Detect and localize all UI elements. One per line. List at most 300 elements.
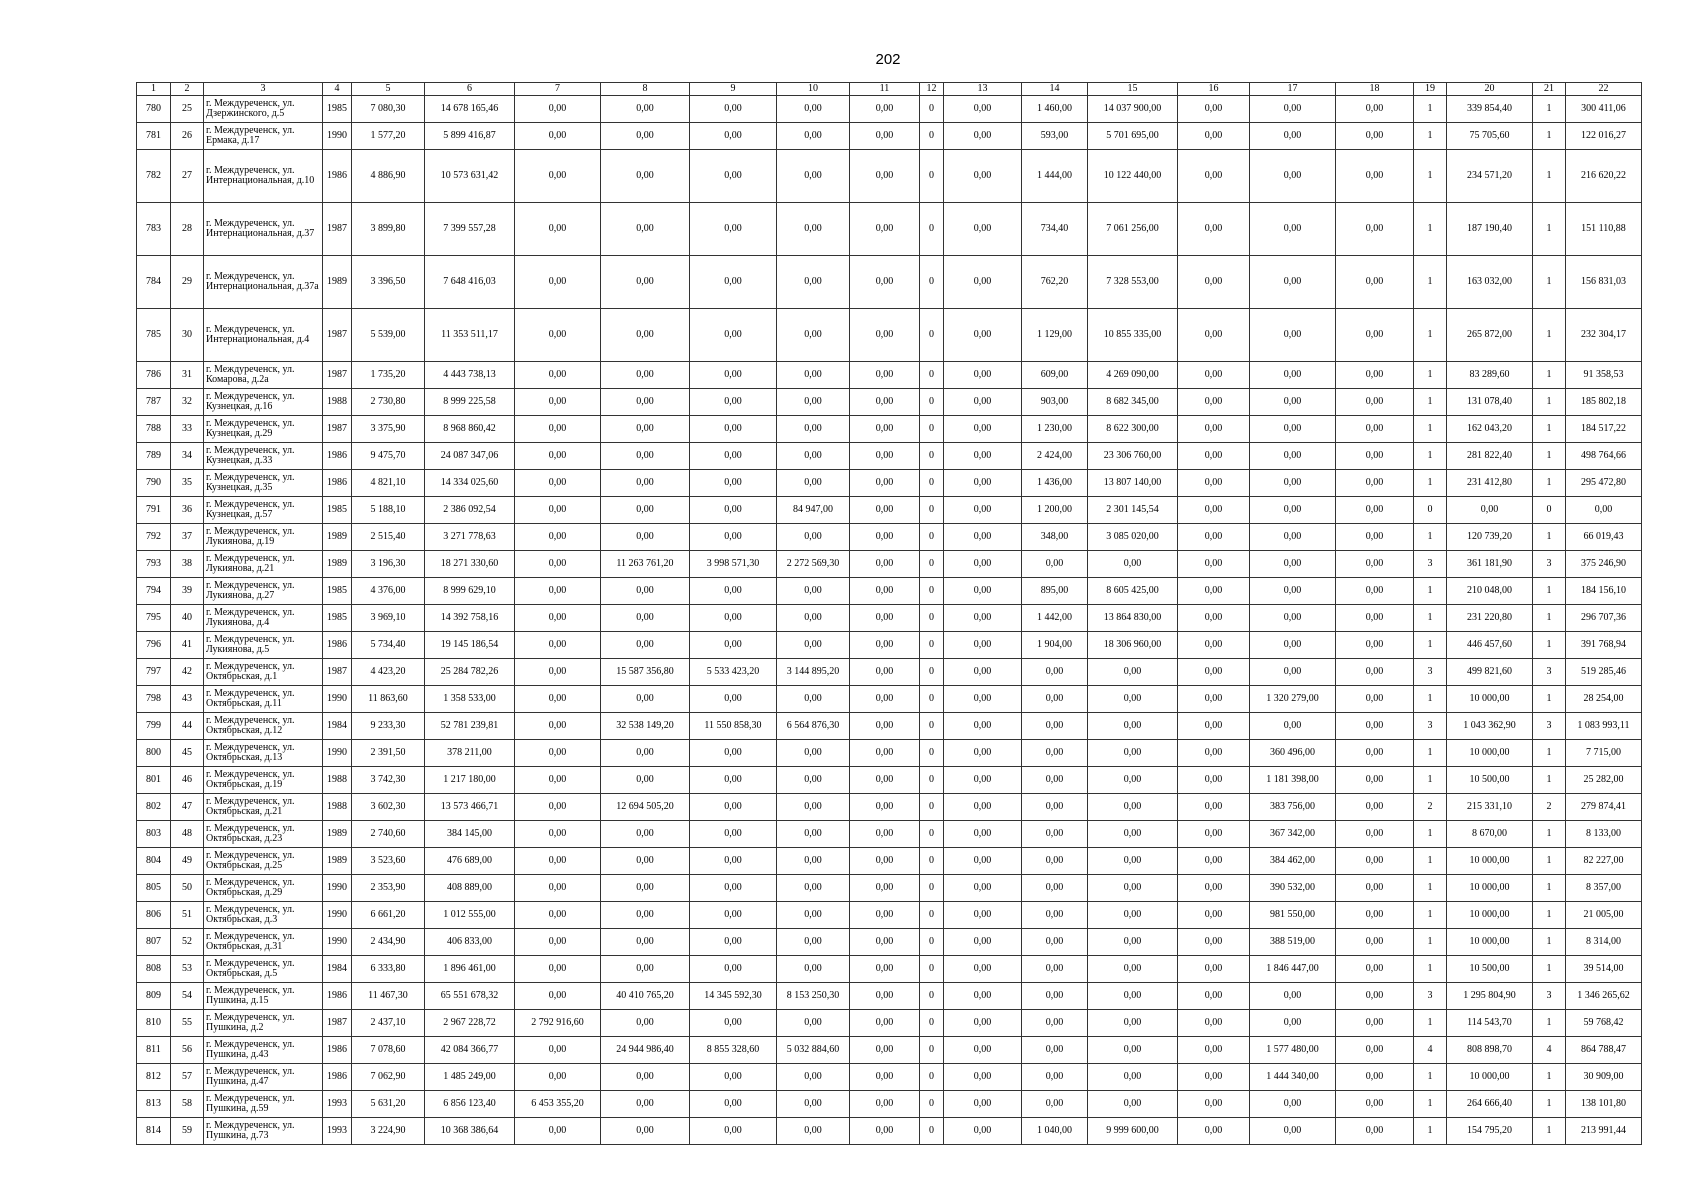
table-cell: 0,00: [850, 740, 920, 767]
table-cell: 0,00: [601, 578, 690, 605]
table-cell: 1986: [323, 470, 352, 497]
table-cell: 0,00: [515, 524, 601, 551]
table-cell: 0,00: [515, 389, 601, 416]
table-row: [137, 150, 1642, 203]
table-cell: 9 475,70: [352, 443, 425, 470]
table-cell: 7 078,60: [352, 1037, 425, 1064]
address-cell: г. Междуреченск, ул. Кузнецкая, д.57: [204, 497, 323, 524]
table-cell: 83 289,60: [1447, 362, 1533, 389]
table-cell: 0,00: [601, 362, 690, 389]
table-cell: 0,00: [1178, 929, 1250, 956]
table-cell: 0,00: [944, 686, 1022, 713]
table-cell: 784: [137, 256, 171, 309]
table-cell: 0,00: [601, 767, 690, 794]
table-cell: 5 899 416,87: [425, 123, 515, 150]
table-cell: 0,00: [515, 416, 601, 443]
table-cell: 801: [137, 767, 171, 794]
table-cell: 810: [137, 1010, 171, 1037]
column-header: 18: [1336, 83, 1414, 96]
table-cell: 31: [171, 362, 204, 389]
table-cell: 808 898,70: [1447, 1037, 1533, 1064]
table-cell: 59 768,42: [1566, 1010, 1642, 1037]
table-cell: 1: [1533, 470, 1566, 497]
table-cell: 0,00: [1250, 309, 1336, 362]
table-cell: 0,00: [1088, 902, 1178, 929]
table-cell: 0,00: [850, 578, 920, 605]
table-cell: 50: [171, 875, 204, 902]
table-cell: 361 181,90: [1447, 551, 1533, 578]
address-cell: г. Междуреченск, ул. Лукиянова, д.21: [204, 551, 323, 578]
table-cell: 0,00: [777, 848, 850, 875]
table-cell: 1: [1533, 96, 1566, 123]
table-cell: 1 181 398,00: [1250, 767, 1336, 794]
table-cell: 8 682 345,00: [1088, 389, 1178, 416]
table-cell: 446 457,60: [1447, 632, 1533, 659]
table-cell: 811: [137, 1037, 171, 1064]
table-cell: 0,00: [1088, 686, 1178, 713]
table-cell: 1: [1533, 632, 1566, 659]
table-cell: 1985: [323, 578, 352, 605]
table-cell: 0,00: [515, 256, 601, 309]
table-cell: 7 061 256,00: [1088, 203, 1178, 256]
table-cell: 8 968 860,42: [425, 416, 515, 443]
table-cell: 2 437,10: [352, 1010, 425, 1037]
table-cell: 1 320 279,00: [1250, 686, 1336, 713]
table-cell: 4: [1533, 1037, 1566, 1064]
table-cell: 0,00: [1178, 1091, 1250, 1118]
table-cell: 1993: [323, 1091, 352, 1118]
table-cell: 2 424,00: [1022, 443, 1088, 470]
address-cell: г. Междуреченск, ул. Октябрьская, д.11: [204, 686, 323, 713]
table-cell: 360 496,00: [1250, 740, 1336, 767]
table-cell: 14 345 592,30: [690, 983, 777, 1010]
table-cell: 0,00: [777, 686, 850, 713]
table-cell: 65 551 678,32: [425, 983, 515, 1010]
table-cell: 1: [1533, 1118, 1566, 1145]
table-cell: 52: [171, 929, 204, 956]
table-cell: 1987: [323, 362, 352, 389]
table-cell: 0,00: [601, 497, 690, 524]
table-cell: 0,00: [777, 956, 850, 983]
table-cell: 7 080,30: [352, 96, 425, 123]
table-cell: 0: [920, 389, 944, 416]
table-cell: 0,00: [777, 929, 850, 956]
table-cell: 786: [137, 362, 171, 389]
table-cell: 0,00: [1336, 929, 1414, 956]
table-cell: 0: [920, 443, 944, 470]
table-row: [137, 875, 1642, 902]
table-cell: 781: [137, 123, 171, 150]
table-cell: 0,00: [850, 389, 920, 416]
table-cell: 3 196,30: [352, 551, 425, 578]
table-cell: 0: [920, 123, 944, 150]
table-cell: 0,00: [690, 686, 777, 713]
table-cell: 0,00: [850, 1064, 920, 1091]
table-cell: 91 358,53: [1566, 362, 1642, 389]
table-cell: 13 573 466,71: [425, 794, 515, 821]
table-cell: 1: [1414, 443, 1447, 470]
table-cell: 0,00: [1178, 740, 1250, 767]
table-cell: 0,00: [1022, 821, 1088, 848]
table-cell: 0,00: [1336, 983, 1414, 1010]
table-cell: 0,00: [515, 362, 601, 389]
address-cell: г. Междуреченск, ул. Пушкина, д.73: [204, 1118, 323, 1145]
table-cell: 1 040,00: [1022, 1118, 1088, 1145]
table-cell: 0,00: [777, 1118, 850, 1145]
table-cell: 38: [171, 551, 204, 578]
table-cell: 0,00: [601, 203, 690, 256]
table-cell: 0,00: [1022, 1091, 1088, 1118]
table-row: [137, 362, 1642, 389]
table-cell: 36: [171, 497, 204, 524]
table-row: [137, 96, 1642, 123]
table-cell: 1986: [323, 443, 352, 470]
table-cell: 498 764,66: [1566, 443, 1642, 470]
table-cell: 0,00: [1178, 902, 1250, 929]
table-cell: 0,00: [777, 470, 850, 497]
table-row: [137, 686, 1642, 713]
table-cell: 0,00: [850, 659, 920, 686]
table-cell: 0,00: [1178, 875, 1250, 902]
table-cell: 231 220,80: [1447, 605, 1533, 632]
table-cell: 0,00: [1336, 848, 1414, 875]
table-cell: 10 000,00: [1447, 848, 1533, 875]
table-cell: 0,00: [690, 740, 777, 767]
table-cell: 1 346 265,62: [1566, 983, 1642, 1010]
table-cell: 0,00: [1088, 848, 1178, 875]
table-cell: 66 019,43: [1566, 524, 1642, 551]
table-cell: 37: [171, 524, 204, 551]
table-cell: 0,00: [690, 794, 777, 821]
table-cell: 300 411,06: [1566, 96, 1642, 123]
table-cell: 213 991,44: [1566, 1118, 1642, 1145]
table-cell: 0: [920, 902, 944, 929]
table-cell: 0,00: [1336, 875, 1414, 902]
table-cell: 0,00: [1336, 362, 1414, 389]
table-cell: 1 129,00: [1022, 309, 1088, 362]
table-cell: 762,20: [1022, 256, 1088, 309]
table-cell: 3: [1533, 659, 1566, 686]
table-cell: 0,00: [601, 1118, 690, 1145]
table-cell: 0,00: [1178, 96, 1250, 123]
table-cell: 0,00: [1178, 416, 1250, 443]
table-cell: 0,00: [944, 256, 1022, 309]
table-cell: 0,00: [1022, 1037, 1088, 1064]
table-cell: 1: [1414, 578, 1447, 605]
table-cell: 1: [1414, 309, 1447, 362]
table-cell: 1: [1533, 362, 1566, 389]
table-cell: 0,00: [1250, 524, 1336, 551]
table-cell: 232 304,17: [1566, 309, 1642, 362]
table-cell: 0: [920, 524, 944, 551]
address-cell: г. Междуреченск, ул. Кузнецкая, д.29: [204, 416, 323, 443]
table-cell: 30: [171, 309, 204, 362]
table-cell: 0,00: [944, 1064, 1022, 1091]
column-header: 15: [1088, 83, 1178, 96]
table-cell: 800: [137, 740, 171, 767]
table-cell: 8 314,00: [1566, 929, 1642, 956]
table-cell: 3 271 778,63: [425, 524, 515, 551]
table-cell: 0,00: [777, 605, 850, 632]
table-cell: 0,00: [515, 929, 601, 956]
table-cell: 0,00: [515, 150, 601, 203]
table-cell: 1988: [323, 389, 352, 416]
table-cell: 184 156,10: [1566, 578, 1642, 605]
table-cell: 3: [1414, 659, 1447, 686]
table-cell: 0: [920, 983, 944, 1010]
table-cell: 0,00: [601, 605, 690, 632]
table-cell: 0,00: [515, 96, 601, 123]
table-cell: 0,00: [850, 686, 920, 713]
table-cell: 1: [1414, 203, 1447, 256]
table-row: [137, 578, 1642, 605]
table-cell: 0,00: [1336, 123, 1414, 150]
table-cell: 0,00: [944, 875, 1022, 902]
table-cell: 2: [1414, 794, 1447, 821]
table-cell: 895,00: [1022, 578, 1088, 605]
table-cell: 11 353 511,17: [425, 309, 515, 362]
table-cell: 783: [137, 203, 171, 256]
table-cell: 808: [137, 956, 171, 983]
table-cell: 162 043,20: [1447, 416, 1533, 443]
table-cell: 0,00: [1088, 1010, 1178, 1037]
table-cell: 0,00: [944, 794, 1022, 821]
table-cell: 1: [1414, 1064, 1447, 1091]
table-cell: 0,00: [601, 256, 690, 309]
table-cell: 0,00: [1336, 821, 1414, 848]
address-cell: г. Междуреченск, ул. Октябрьская, д.19: [204, 767, 323, 794]
table-cell: 0,00: [1336, 443, 1414, 470]
table-cell: 0,00: [1178, 309, 1250, 362]
table-cell: 4 269 090,00: [1088, 362, 1178, 389]
table-cell: 0,00: [944, 821, 1022, 848]
table-cell: 0,00: [944, 713, 1022, 740]
table-cell: 0,00: [777, 794, 850, 821]
table-cell: 4 821,10: [352, 470, 425, 497]
table-cell: 0,00: [850, 96, 920, 123]
table-cell: 0,00: [690, 497, 777, 524]
table-cell: 0,00: [850, 875, 920, 902]
table-row: [137, 1118, 1642, 1145]
table-cell: 2 730,80: [352, 389, 425, 416]
table-cell: 0: [920, 605, 944, 632]
table-cell: 0,00: [1178, 1064, 1250, 1091]
table-cell: 0,00: [1178, 956, 1250, 983]
table-cell: 0,00: [1250, 1010, 1336, 1037]
table-cell: 21 005,00: [1566, 902, 1642, 929]
table-cell: 0,00: [515, 983, 601, 1010]
table-cell: 476 689,00: [425, 848, 515, 875]
table-cell: 0,00: [1022, 1064, 1088, 1091]
table-cell: 0,00: [1250, 470, 1336, 497]
table-cell: 54: [171, 983, 204, 1010]
table-cell: 0,00: [944, 956, 1022, 983]
table-cell: 0,00: [944, 96, 1022, 123]
table-cell: 3 523,60: [352, 848, 425, 875]
table-cell: 2 967 228,72: [425, 1010, 515, 1037]
table-cell: 0: [920, 740, 944, 767]
table-cell: 1: [1414, 632, 1447, 659]
table-cell: 0,00: [1336, 1118, 1414, 1145]
table-cell: 0,00: [850, 551, 920, 578]
table-cell: 1989: [323, 256, 352, 309]
table-cell: 0,00: [1178, 983, 1250, 1010]
table-cell: 0,00: [850, 256, 920, 309]
column-header: 14: [1022, 83, 1088, 96]
table-cell: 8 999 629,10: [425, 578, 515, 605]
table-cell: 1 904,00: [1022, 632, 1088, 659]
table-cell: 3 144 895,20: [777, 659, 850, 686]
table-cell: 0,00: [850, 767, 920, 794]
table-cell: 10 000,00: [1447, 929, 1533, 956]
table-cell: 0,00: [1250, 578, 1336, 605]
address-cell: г. Междуреченск, ул. Кузнецкая, д.16: [204, 389, 323, 416]
table-cell: 795: [137, 605, 171, 632]
table-cell: 0,00: [1336, 740, 1414, 767]
table-cell: 5 734,40: [352, 632, 425, 659]
table-cell: 1 043 362,90: [1447, 713, 1533, 740]
table-cell: 0,00: [944, 1037, 1022, 1064]
table-cell: 25 284 782,26: [425, 659, 515, 686]
column-header: 2: [171, 83, 204, 96]
table-cell: 39: [171, 578, 204, 605]
table-cell: 375 246,90: [1566, 551, 1642, 578]
table-cell: 793: [137, 551, 171, 578]
table-cell: 32 538 149,20: [601, 713, 690, 740]
table-cell: 120 739,20: [1447, 524, 1533, 551]
table-cell: 1 577,20: [352, 123, 425, 150]
table-cell: 1: [1414, 150, 1447, 203]
table-row: [137, 497, 1642, 524]
table-cell: 0,00: [1336, 309, 1414, 362]
table-cell: 1: [1533, 203, 1566, 256]
table-cell: 0,00: [1022, 875, 1088, 902]
table-cell: 0,00: [1088, 767, 1178, 794]
table-cell: 10 000,00: [1447, 875, 1533, 902]
table-cell: 24 944 986,40: [601, 1037, 690, 1064]
table-cell: 0,00: [1250, 362, 1336, 389]
table-cell: 1: [1533, 686, 1566, 713]
table-cell: 1: [1533, 256, 1566, 309]
table-cell: 0: [920, 848, 944, 875]
table-cell: 265 872,00: [1447, 309, 1533, 362]
table-cell: 1: [1533, 875, 1566, 902]
table-cell: 1: [1414, 848, 1447, 875]
table-cell: 0,00: [1088, 956, 1178, 983]
table-cell: 0,00: [777, 203, 850, 256]
table-cell: 1 217 180,00: [425, 767, 515, 794]
column-header: 16: [1178, 83, 1250, 96]
table-cell: 0,00: [850, 416, 920, 443]
table-cell: 10 500,00: [1447, 767, 1533, 794]
table-cell: 0,00: [1250, 659, 1336, 686]
table-cell: 28 254,00: [1566, 686, 1642, 713]
table-cell: 58: [171, 1091, 204, 1118]
address-cell: г. Междуреченск, ул. Комарова, д.2а: [204, 362, 323, 389]
table-cell: 1: [1414, 524, 1447, 551]
table-cell: 1 012 555,00: [425, 902, 515, 929]
table-cell: 0,00: [777, 443, 850, 470]
table-cell: 388 519,00: [1250, 929, 1336, 956]
table-cell: 1986: [323, 1037, 352, 1064]
table-cell: 788: [137, 416, 171, 443]
column-header: 12: [920, 83, 944, 96]
table-cell: 1987: [323, 659, 352, 686]
table-cell: 4 886,90: [352, 150, 425, 203]
table-cell: 0,00: [515, 767, 601, 794]
table-cell: 0,00: [944, 1010, 1022, 1037]
column-header: 20: [1447, 83, 1533, 96]
table-cell: 1990: [323, 740, 352, 767]
table-cell: 231 412,80: [1447, 470, 1533, 497]
table-cell: 0,00: [1178, 443, 1250, 470]
table-cell: 390 532,00: [1250, 875, 1336, 902]
table-row: [137, 848, 1642, 875]
table-cell: 0,00: [777, 123, 850, 150]
table-cell: 0: [920, 1091, 944, 1118]
table-cell: 0,00: [690, 767, 777, 794]
table-cell: 0,00: [1336, 497, 1414, 524]
table-cell: 3: [1414, 983, 1447, 1010]
table-cell: 0,00: [777, 1064, 850, 1091]
table-cell: 0,00: [1022, 794, 1088, 821]
table-cell: 0,00: [690, 524, 777, 551]
table-cell: 8 153 250,30: [777, 983, 850, 1010]
table-cell: 4 376,00: [352, 578, 425, 605]
table-cell: 0: [920, 1118, 944, 1145]
table-cell: 813: [137, 1091, 171, 1118]
table-cell: 0,00: [1022, 713, 1088, 740]
table-cell: 0,00: [601, 96, 690, 123]
table-cell: 57: [171, 1064, 204, 1091]
table-cell: 7 328 553,00: [1088, 256, 1178, 309]
table-cell: 791: [137, 497, 171, 524]
table-cell: 1: [1533, 1010, 1566, 1037]
table-cell: 1989: [323, 848, 352, 875]
table-cell: 0,00: [1336, 902, 1414, 929]
table-row: [137, 416, 1642, 443]
table-cell: 215 331,10: [1447, 794, 1533, 821]
table-cell: 0,00: [1178, 389, 1250, 416]
table-cell: 0,00: [601, 821, 690, 848]
table-cell: 1987: [323, 416, 352, 443]
table-cell: 0,00: [690, 821, 777, 848]
table-cell: 55: [171, 1010, 204, 1037]
table-cell: 10 000,00: [1447, 740, 1533, 767]
table-cell: 0,00: [1178, 497, 1250, 524]
address-cell: г. Междуреченск, ул. Интернациональная, д.10: [204, 150, 323, 203]
table-cell: 0,00: [1336, 551, 1414, 578]
table-cell: 1: [1533, 767, 1566, 794]
table-cell: 295 472,80: [1566, 470, 1642, 497]
table-cell: 0,00: [515, 497, 601, 524]
table-cell: 864 788,47: [1566, 1037, 1642, 1064]
table-cell: 0,00: [944, 632, 1022, 659]
table-cell: 0: [920, 203, 944, 256]
table-cell: 0,00: [515, 902, 601, 929]
table-cell: 35: [171, 470, 204, 497]
table-cell: 0,00: [690, 848, 777, 875]
table-cell: 3: [1533, 983, 1566, 1010]
address-cell: г. Междуреченск, ул. Октябрьская, д.21: [204, 794, 323, 821]
table-cell: 0,00: [515, 632, 601, 659]
table-cell: 3 085 020,00: [1088, 524, 1178, 551]
column-header: 1: [137, 83, 171, 96]
table-cell: 0,00: [850, 983, 920, 1010]
header-row: [137, 83, 1642, 96]
table-cell: 519 285,46: [1566, 659, 1642, 686]
table-cell: 2 386 092,54: [425, 497, 515, 524]
